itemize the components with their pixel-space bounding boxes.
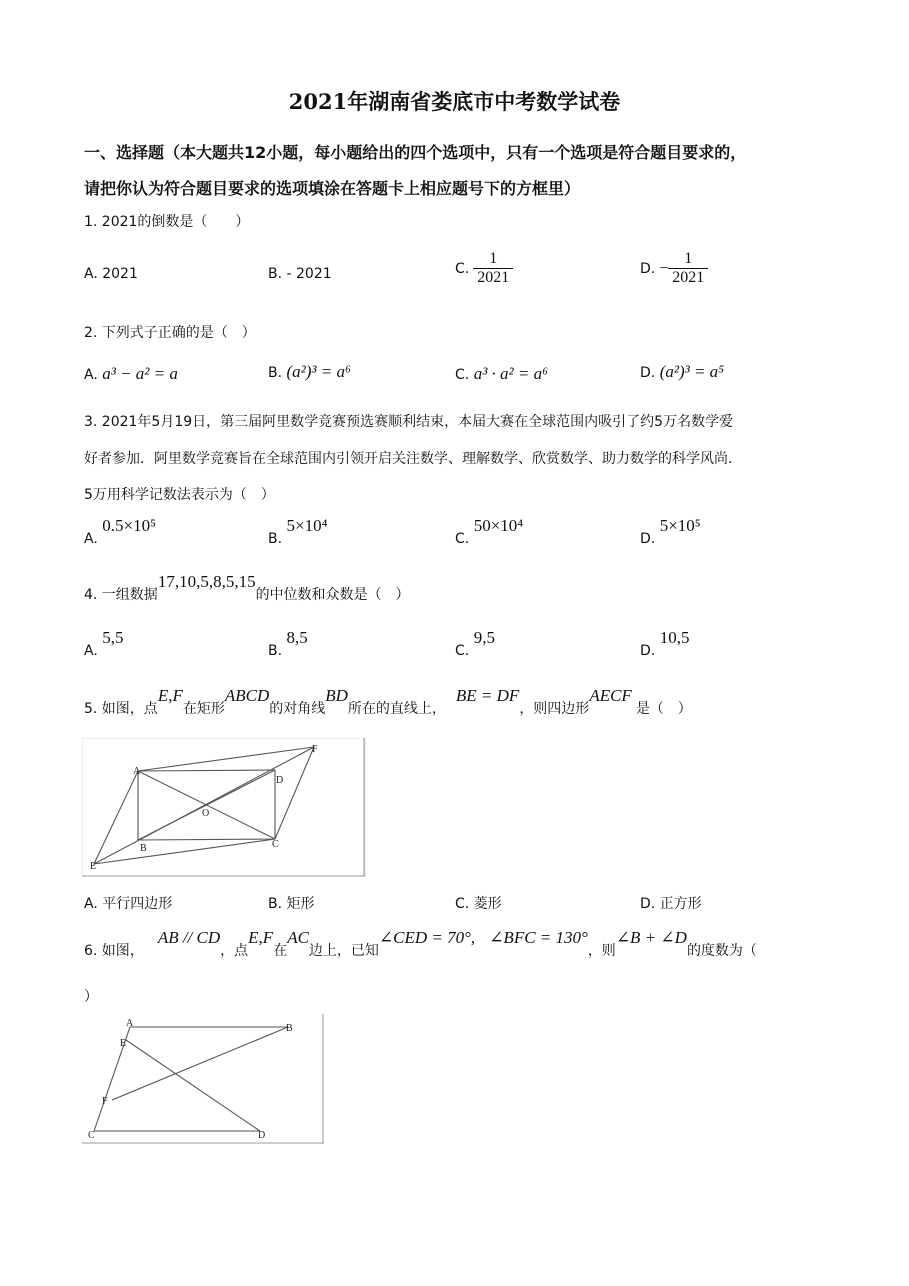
q6-math-3: AC — [287, 928, 309, 947]
q6-text-2: ，点 — [220, 943, 249, 959]
q1-option-d — [640, 250, 708, 287]
q1-d-label: D. — [640, 260, 656, 277]
q3-b-expr: 5×10⁴ — [286, 516, 328, 535]
q4-a-expr: 5,5 — [102, 628, 124, 647]
q6-math-2: E,F — [248, 928, 274, 947]
q2-c-expr: a³ · a² = a⁶ — [473, 364, 549, 383]
q5-option-c: C. 菱形 — [455, 896, 502, 912]
q3-c-label: C. — [455, 531, 470, 547]
q5-math-5: AECF — [589, 686, 632, 705]
q2-option-a — [84, 364, 178, 384]
q4-d-label: D. — [640, 643, 656, 659]
q6-text-3: 在 — [273, 943, 288, 959]
q6-math-6: ∠B + ∠D — [615, 928, 687, 947]
q4-option-a — [84, 628, 124, 659]
q4-b-label: B. — [268, 643, 283, 659]
q2-option-c — [455, 364, 548, 384]
q5-text-6: 是（ ） — [635, 701, 692, 717]
q5-label-f: F — [312, 744, 318, 755]
q2-c-label: C. — [455, 367, 470, 383]
q6-label-c: C — [88, 1130, 95, 1141]
q2-a-expr: a³ − a² = a — [102, 364, 178, 383]
q1-c-numerator: 1 — [489, 250, 498, 267]
q5-label-b: B — [140, 843, 147, 854]
q3-d-expr: 5×10⁵ — [659, 516, 701, 535]
q1-stem: 1. 2021的倒数是（ ） — [84, 214, 250, 230]
q6-label-e: E — [120, 1038, 127, 1049]
q2-d-label: D. — [640, 365, 656, 381]
q3-c-expr: 50×10⁴ — [473, 516, 524, 535]
page-title: 2021年湖南省娄底市中考数学试卷 — [288, 89, 621, 114]
q6-label-a: A — [126, 1018, 134, 1029]
q1-option-c — [455, 250, 513, 287]
q5-label-c: C — [272, 839, 279, 850]
q2-a-label: A. — [84, 367, 98, 383]
q4-option-b — [268, 628, 308, 659]
q3-option-b — [268, 516, 328, 547]
q4-c-label: C. — [455, 643, 470, 659]
q6-label-d: D — [258, 1130, 266, 1141]
q5-stem — [84, 686, 692, 717]
q5-math-3: BD — [325, 686, 348, 705]
q5-text-2: 在矩形 — [182, 701, 225, 717]
section-heading-line2: 请把你认为符合题目要求的选项填涂在答题卡上相应题号下的方框里） — [84, 179, 581, 198]
q5-text-4: 所在的直线上， — [347, 701, 446, 717]
q2-d-expr: (a²)³ = a⁵ — [659, 362, 725, 381]
q3-option-a — [84, 516, 156, 547]
q1-option-b: B. - 2021 — [268, 266, 332, 282]
q6-stem — [84, 928, 757, 959]
q4-a-label: A. — [84, 643, 98, 659]
q2-b-label: B. — [268, 365, 283, 381]
q5-math-1: E,F — [157, 686, 183, 705]
q2-option-d — [640, 362, 724, 382]
q6-text-1: 6. 如图， — [84, 943, 144, 959]
q5-label-d: D — [276, 775, 284, 786]
q5-math-2: ABCD — [224, 686, 270, 705]
q5-figure — [82, 738, 366, 878]
q6-label-b: B — [286, 1023, 293, 1034]
q5-option-d: D. 正方形 — [640, 896, 702, 912]
q3-a-expr: 0.5×10⁵ — [102, 516, 156, 535]
q6-text-6: 的度数为（ — [686, 943, 757, 959]
q3-a-label: A. — [84, 531, 98, 547]
q5-label-a: A — [133, 766, 141, 777]
q3-option-c — [455, 516, 524, 547]
q4-data: 17,10,5,8,5,15 — [157, 572, 256, 591]
q5-text-1: 5. 如图，点 — [84, 701, 158, 717]
q4-c-expr: 9,5 — [473, 628, 495, 647]
q5-math-4: BE = DF — [455, 686, 520, 705]
q2-b-expr: (a²)³ = a⁶ — [286, 362, 351, 381]
q3-option-d — [640, 516, 701, 547]
q2-option-b — [268, 362, 351, 382]
q4-d-expr: 10,5 — [659, 628, 690, 647]
q1-c-fraction — [473, 250, 513, 287]
q5-text-5: ，则四边形 — [519, 701, 590, 717]
q1-option-a: A. 2021 — [84, 266, 138, 282]
q1-c-denominator: 2021 — [473, 268, 513, 287]
q6-text-5: ，则 — [587, 943, 616, 959]
q3-line1: 3. 2021年5月19日，第三届阿里数学竞赛预选赛顺利结束，本届大赛在全球范围内吸引了约5万名数学爱 — [84, 414, 734, 430]
q5-option-b: B. 矩形 — [268, 896, 315, 912]
q4-pre: 4. 一组数据 — [84, 587, 158, 603]
q6-stem-line2: ） — [84, 989, 98, 1005]
q1-d-denominator: 2021 — [668, 268, 708, 287]
q5-text-3: 的对角线 — [269, 701, 326, 717]
q6-math-1: AB // CD — [157, 928, 221, 947]
q1-d-sign: − — [659, 259, 669, 277]
q5-label-o: O — [202, 808, 210, 819]
q3-line2: 好者参加．阿里数学竞赛旨在全球范围内引领开启关注数学、理解数学、欣赏数学、助力数学的科学风尚． — [84, 451, 742, 467]
q1-d-numerator: 1 — [684, 250, 693, 267]
q5-option-a: A. 平行四边形 — [84, 896, 173, 912]
q4-option-d — [640, 628, 690, 659]
q4-b-expr: 8,5 — [286, 628, 308, 647]
q1-c-label: C. — [455, 260, 470, 277]
q2-stem: 2. 下列式子正确的是（ ） — [84, 325, 256, 341]
q4-stem — [84, 572, 410, 603]
q6-figure — [82, 1014, 326, 1146]
q6-text-4: 边上，已知 — [308, 943, 379, 959]
q1-d-fraction — [668, 250, 708, 287]
q6-label-f: F — [102, 1096, 108, 1107]
q5-label-e: E — [90, 861, 97, 872]
q4-option-c — [455, 628, 495, 659]
q3-b-label: B. — [268, 531, 283, 547]
q6-math-4: ∠CED = 70°, — [378, 928, 476, 947]
q3-d-label: D. — [640, 531, 656, 547]
q6-math-5: ∠BFC = 130° — [489, 928, 588, 947]
q3-line3: 5万用科学记数法表示为（ ） — [84, 487, 275, 503]
q4-post: 的中位数和众数是（ ） — [255, 587, 410, 603]
section-heading-line1: 一、选择题（本大题共12小题，每小题给出的四个选项中，只有一个选项是符合题目要求的， — [84, 143, 747, 162]
